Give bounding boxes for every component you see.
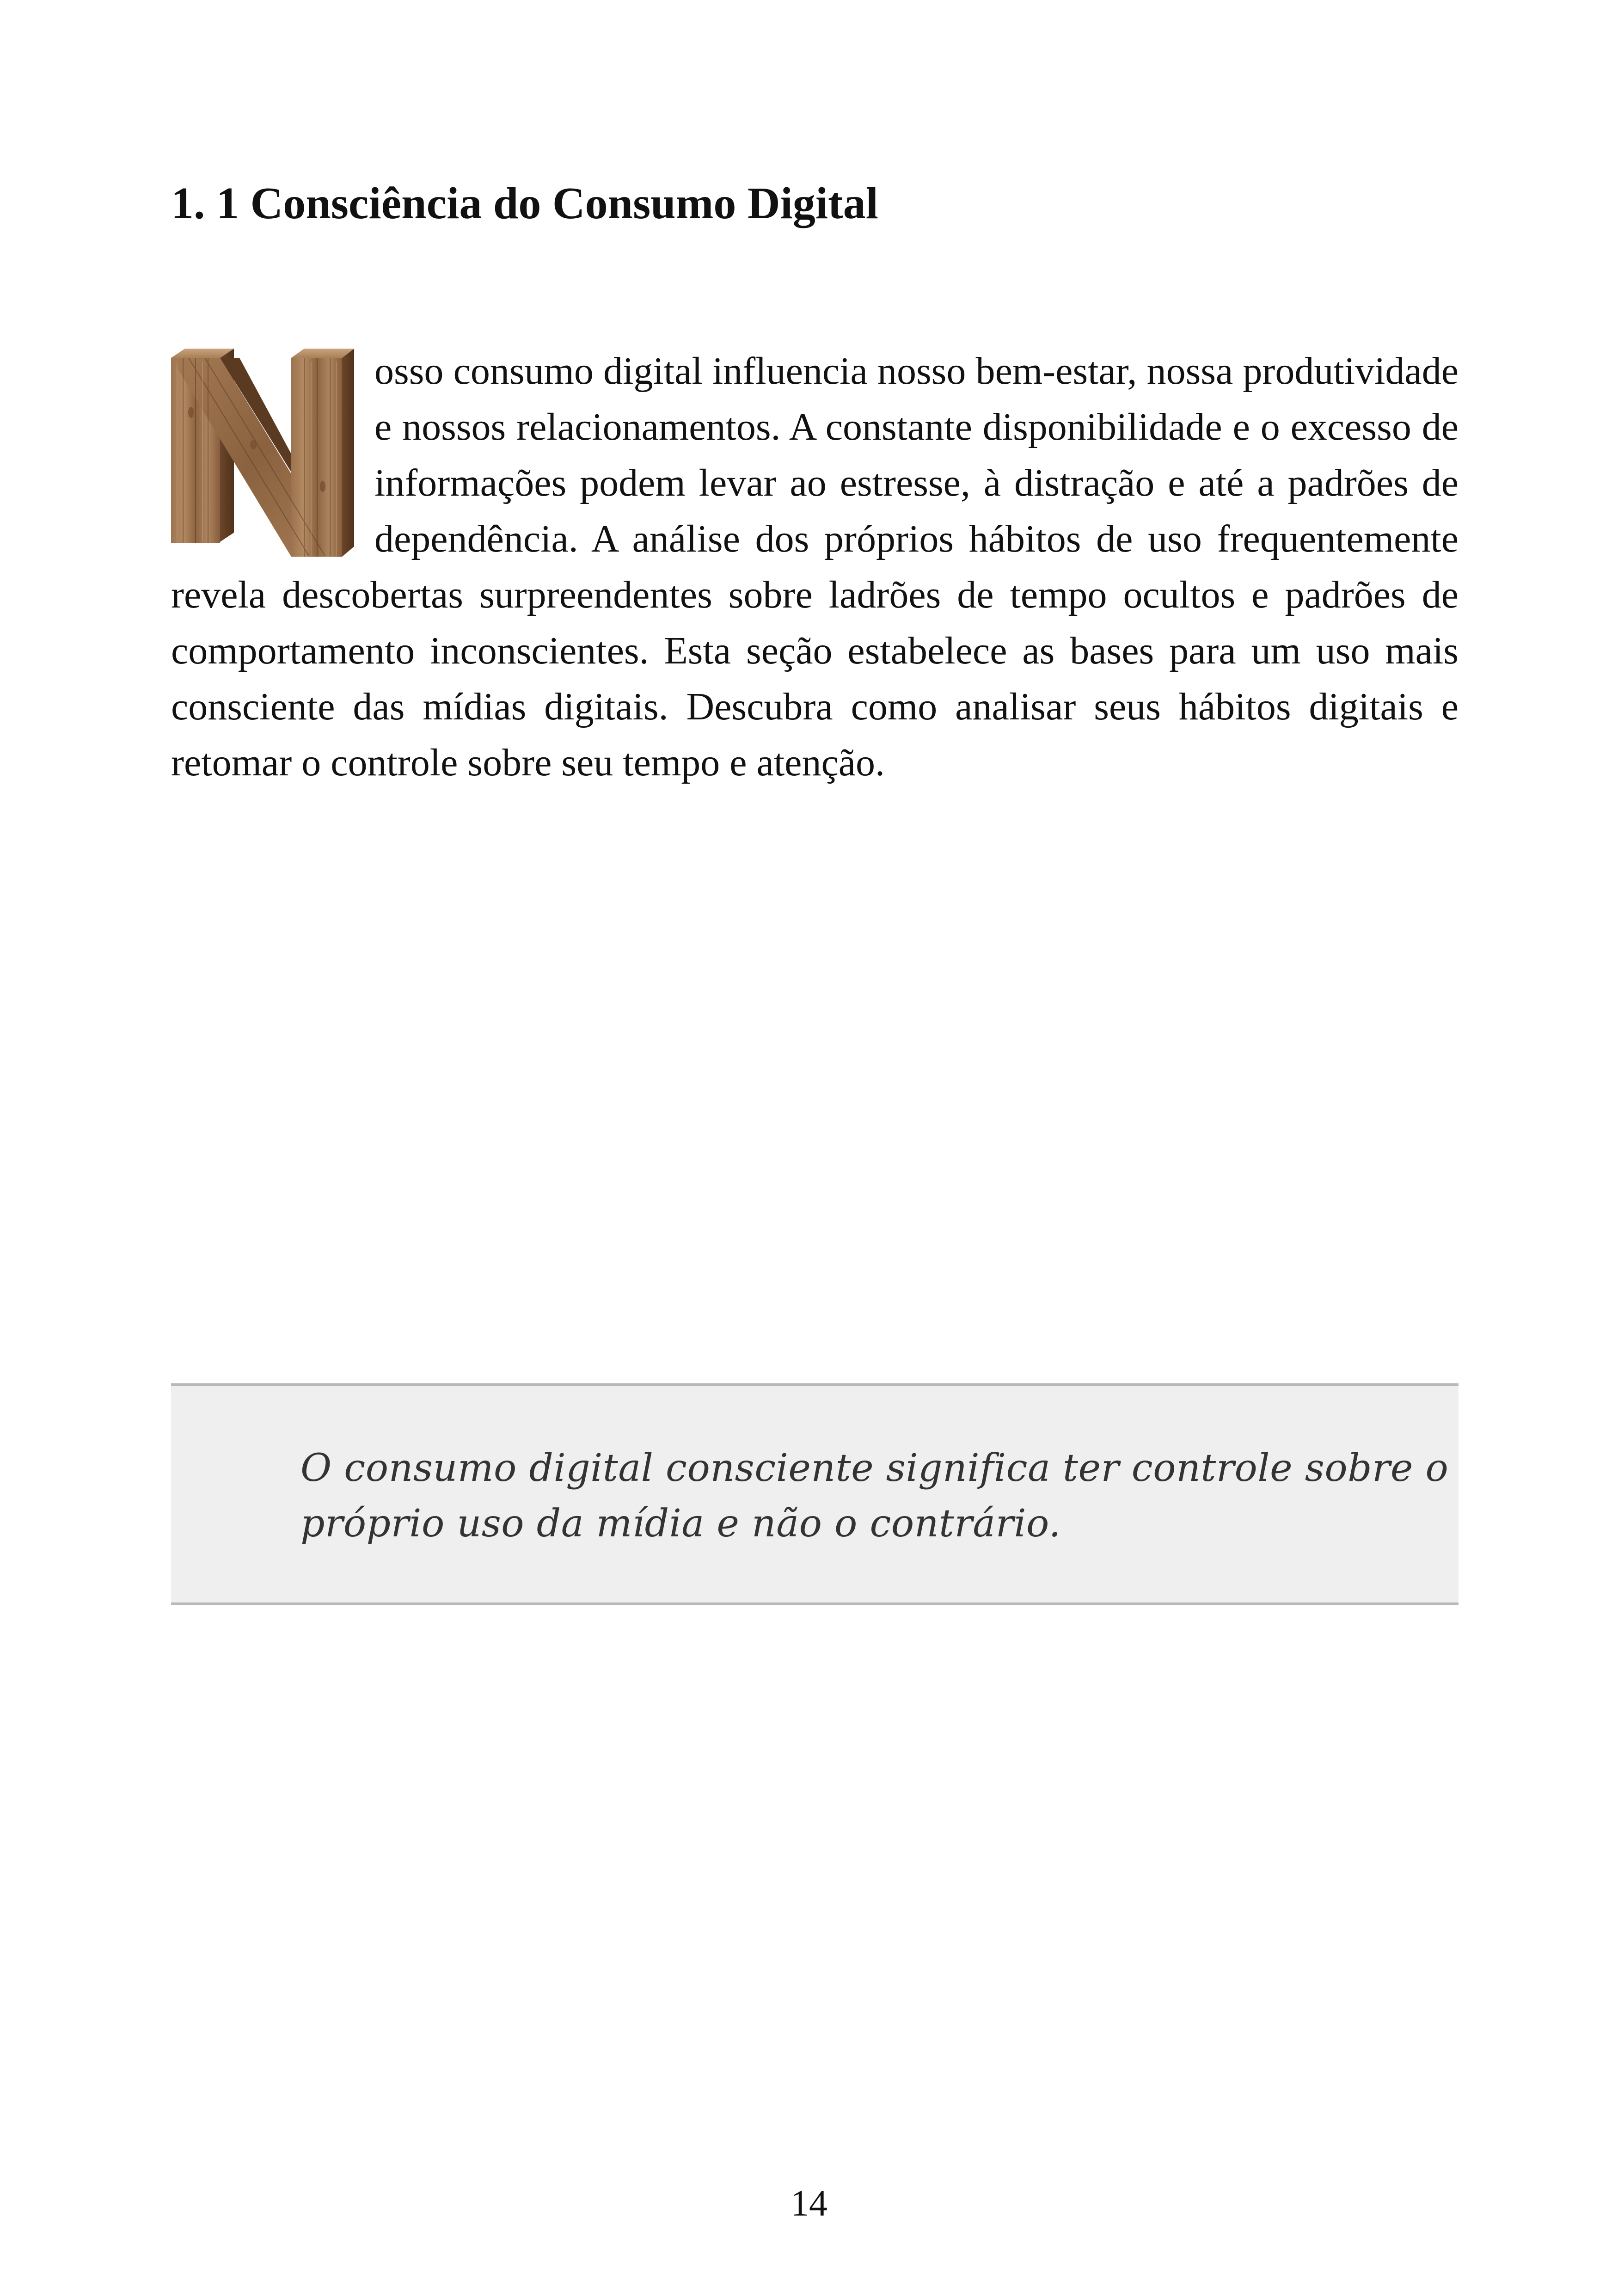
callout-quote-text: O consumo digital consciente significa ter controle sobre o próprio uso da mídia e não o contrário. xyxy=(300,1446,1449,1546)
page-number: 14 xyxy=(791,2183,827,2224)
section-heading: 1. 1 Consciência do Consumo Digital xyxy=(171,178,879,228)
paragraph-text: osso consumo digital influencia nosso bem-estar, nossa produtividade e nossos relacionamentos. A constante disponibilidade e o excesso de informações podem levar ao estresse, à distração e até a padrões de dependência. A análise dos próprios hábitos de uso frequentemente revela descobertas surpreendentes sobre ladrões de tempo ocultos e padrões de comportamento inconscientes. Esta seção estabelece as bases para um uso mais consciente das mídias digitais. Descubra como analisar seus hábitos digitais e retomar o controle sobre seu tempo e atenção. xyxy=(171,350,1459,784)
body-paragraph xyxy=(171,343,1459,791)
quote-callout-box xyxy=(171,1383,1459,1605)
drop-cap-space xyxy=(171,343,374,567)
